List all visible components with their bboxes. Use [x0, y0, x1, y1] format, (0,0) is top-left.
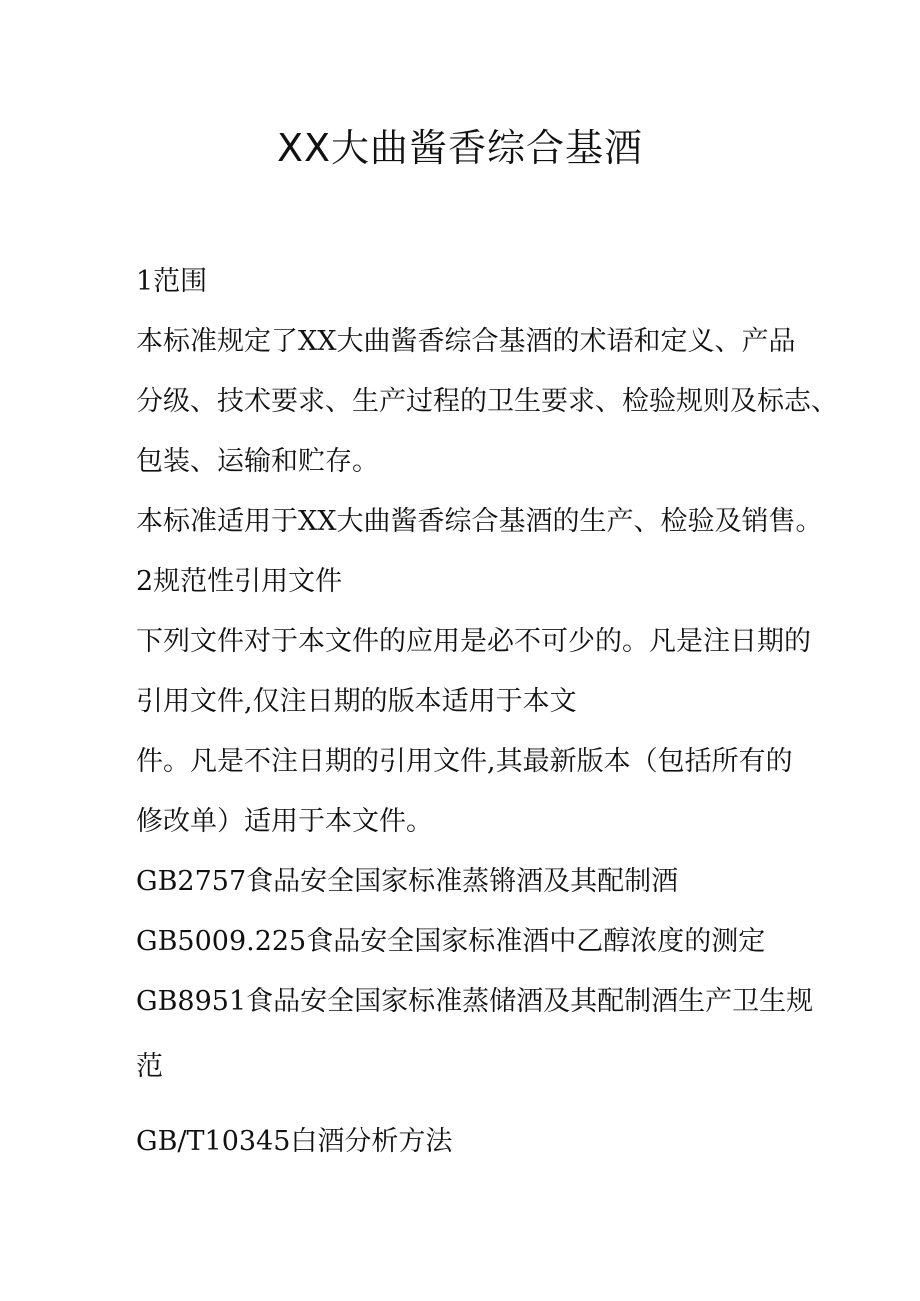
paragraph-line: 包装、运输和贮存。 — [136, 446, 379, 477]
section-heading-scope: 1范围 — [136, 266, 208, 297]
reference-item-continuation: 范 — [136, 1051, 163, 1082]
paragraph-line: 下列文件对于本文件的应用是必不可少的。凡是注日期的 — [136, 626, 811, 657]
paragraph-line: 件。凡是不注日期的引用文件,其最新版本（包括所有的 — [136, 746, 793, 777]
reference-item: GB2757食品安全国家标准蒸锵酒及其配制酒 — [136, 866, 679, 897]
paragraph-line: 引用文件,仅注日期的版本适用于本文 — [136, 686, 577, 717]
reference-item: GB5009.225食品安全国家标准酒中乙醇浓度的测定 — [136, 926, 766, 957]
paragraph-line: 修改单）适用于本文件。 — [136, 806, 433, 837]
reference-item: GB/T10345白酒分析方法 — [136, 1126, 453, 1157]
document-title: XX大曲酱香综合基酒 — [276, 126, 644, 170]
paragraph-line: 分级、技术要求、生产过程的卫生要求、检验规则及标志、 — [136, 386, 838, 417]
reference-item: GB8951食品安全国家标准蒸储酒及其配制酒生产卫生规 — [136, 986, 814, 1017]
section-heading-normative-references: 2规范性引用文件 — [136, 566, 343, 597]
paragraph-line: 本标准适用于XX大曲酱香综合基酒的生产、检验及销售。 — [136, 506, 823, 537]
paragraph-line: 本标准规定了XX大曲酱香综合基酒的术语和定义、产品 — [136, 326, 796, 357]
